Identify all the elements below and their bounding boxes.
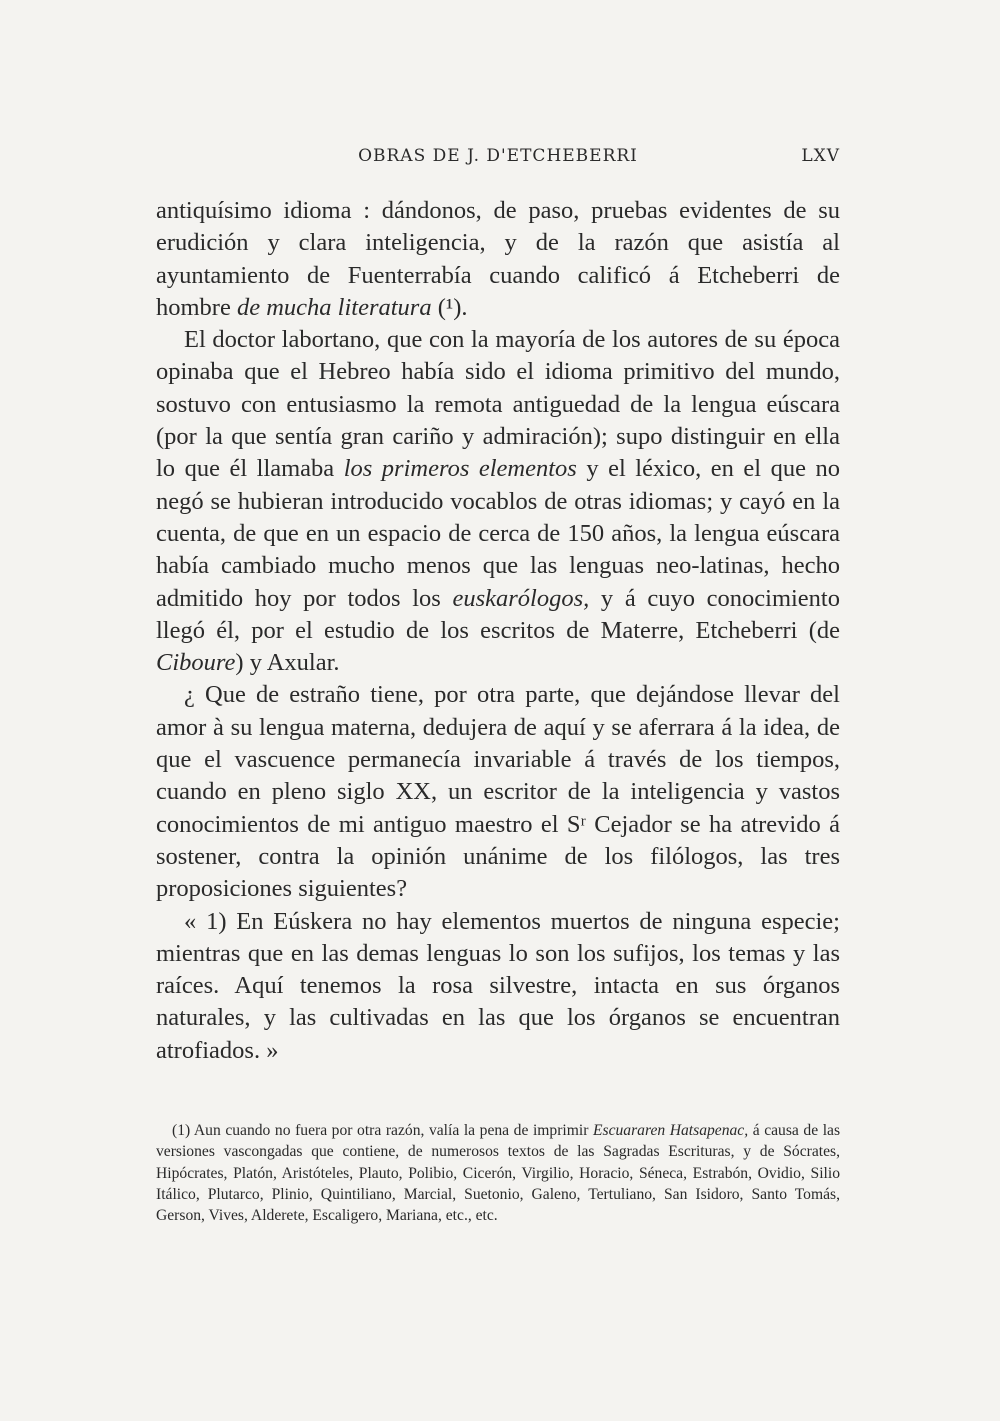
footnote-reference: (¹). [431, 293, 468, 321]
footnote-1 [156, 1120, 840, 1226]
text-run: antiquísimo idioma : dándonos, de paso, pruebas evidentes de su erudición y clara inteligencia, y de la razón que asistía al ayuntamiento de Fuenterrabía cuando calificó á Etcheberri de hombre [156, 197, 840, 321]
text-run: « 1) En Eúskera no hay elementos muertos de ninguna especie; mientras que en las demas lenguas lo son los sufijos, los temas y las raíces. Aquí tenemos la rosa silvestre, intacta en sus órganos naturales, y las cultivadas en las que los órganos se encuentran atrofiados. » [156, 907, 840, 1064]
text-run: y á cuyo conocimiento llegó él, por el estudio de los escritos de Materre, Etcheberri (de [156, 584, 840, 644]
text-run: á causa de las versiones vascongadas que contiene, de numerosos textos de las Sagradas Escrituras, y de Sócrates, Hipócrates, Platón, Aristóteles, Plauto, Polibio, Cicerón, Virgilio, Horacio, Séneca, Estrabón, Ovidio, Silio Itálico, Plutarco, Plinio, Quintiliano, Marcial, Suetonio, Galeno, Tertuliano, San Isidoro, Santo Tomás, Gerson, Vives, Alderete, Escaligero, Mariana, etc., etc. [156, 1122, 841, 1225]
text-run: El doctor labortano, que con la mayoría de los autores de su época opinaba que el Hebreo había sido el idioma primitivo del mundo, sostuvo con entusiasmo la remota antiguedad de la lengua eúscara (por la que sentía gran cariño y admiración); supo distinguir en ella lo que él llamaba [156, 326, 840, 483]
text-run: ¿ Que de estraño tiene, por otra parte, que dejándose llevar del amor à su lengua materna, dedujera de aquí y se aferrara á la idea, de que el vascuence permanecía invariable á través de los tiempos, cuando en pleno siglo XX, un escritor de la inteligencia y vastos conocimientos de mi antiguo maestro el Sʳ Cejador se ha atrevido á sostener, contra la opinión unánime de los filólogos, las tres proposiciones siguientes? [156, 681, 840, 903]
running-head: OBRAS DE J. D'ETCHEBERRI [358, 146, 638, 166]
text-run: (1) Aun cuando no fuera por otra razón, valía la pena de imprimir [172, 1122, 593, 1139]
footnotes [156, 1120, 840, 1226]
text-run: y el léxico, en el que no negó se hubieran introducido vocablos de otras idiomas; y cayó en la cuenta, de que en un espacio de cerca de 150 años, la lengua eúscara había cambiado mucho menos que las lenguas neo-latinas, hecho admitido hoy por todos los [156, 455, 841, 612]
paragraph-3 [156, 679, 840, 905]
text-run: ) y Axular. [235, 649, 340, 677]
italic-text: euskarólogos, [452, 584, 590, 612]
italic-text: Escuararen Hatsapenac, [592, 1122, 749, 1139]
italic-text: Ciboure [156, 649, 236, 677]
italic-text: de mucha literatura [236, 293, 432, 321]
page-header [156, 146, 840, 174]
main-text [156, 195, 840, 1067]
paragraph-2 [156, 324, 840, 679]
page-number: LXV [801, 146, 840, 166]
paragraph-1 [156, 195, 840, 324]
italic-text: los primeros elementos [343, 455, 577, 483]
paragraph-4-quotation [156, 906, 840, 1067]
